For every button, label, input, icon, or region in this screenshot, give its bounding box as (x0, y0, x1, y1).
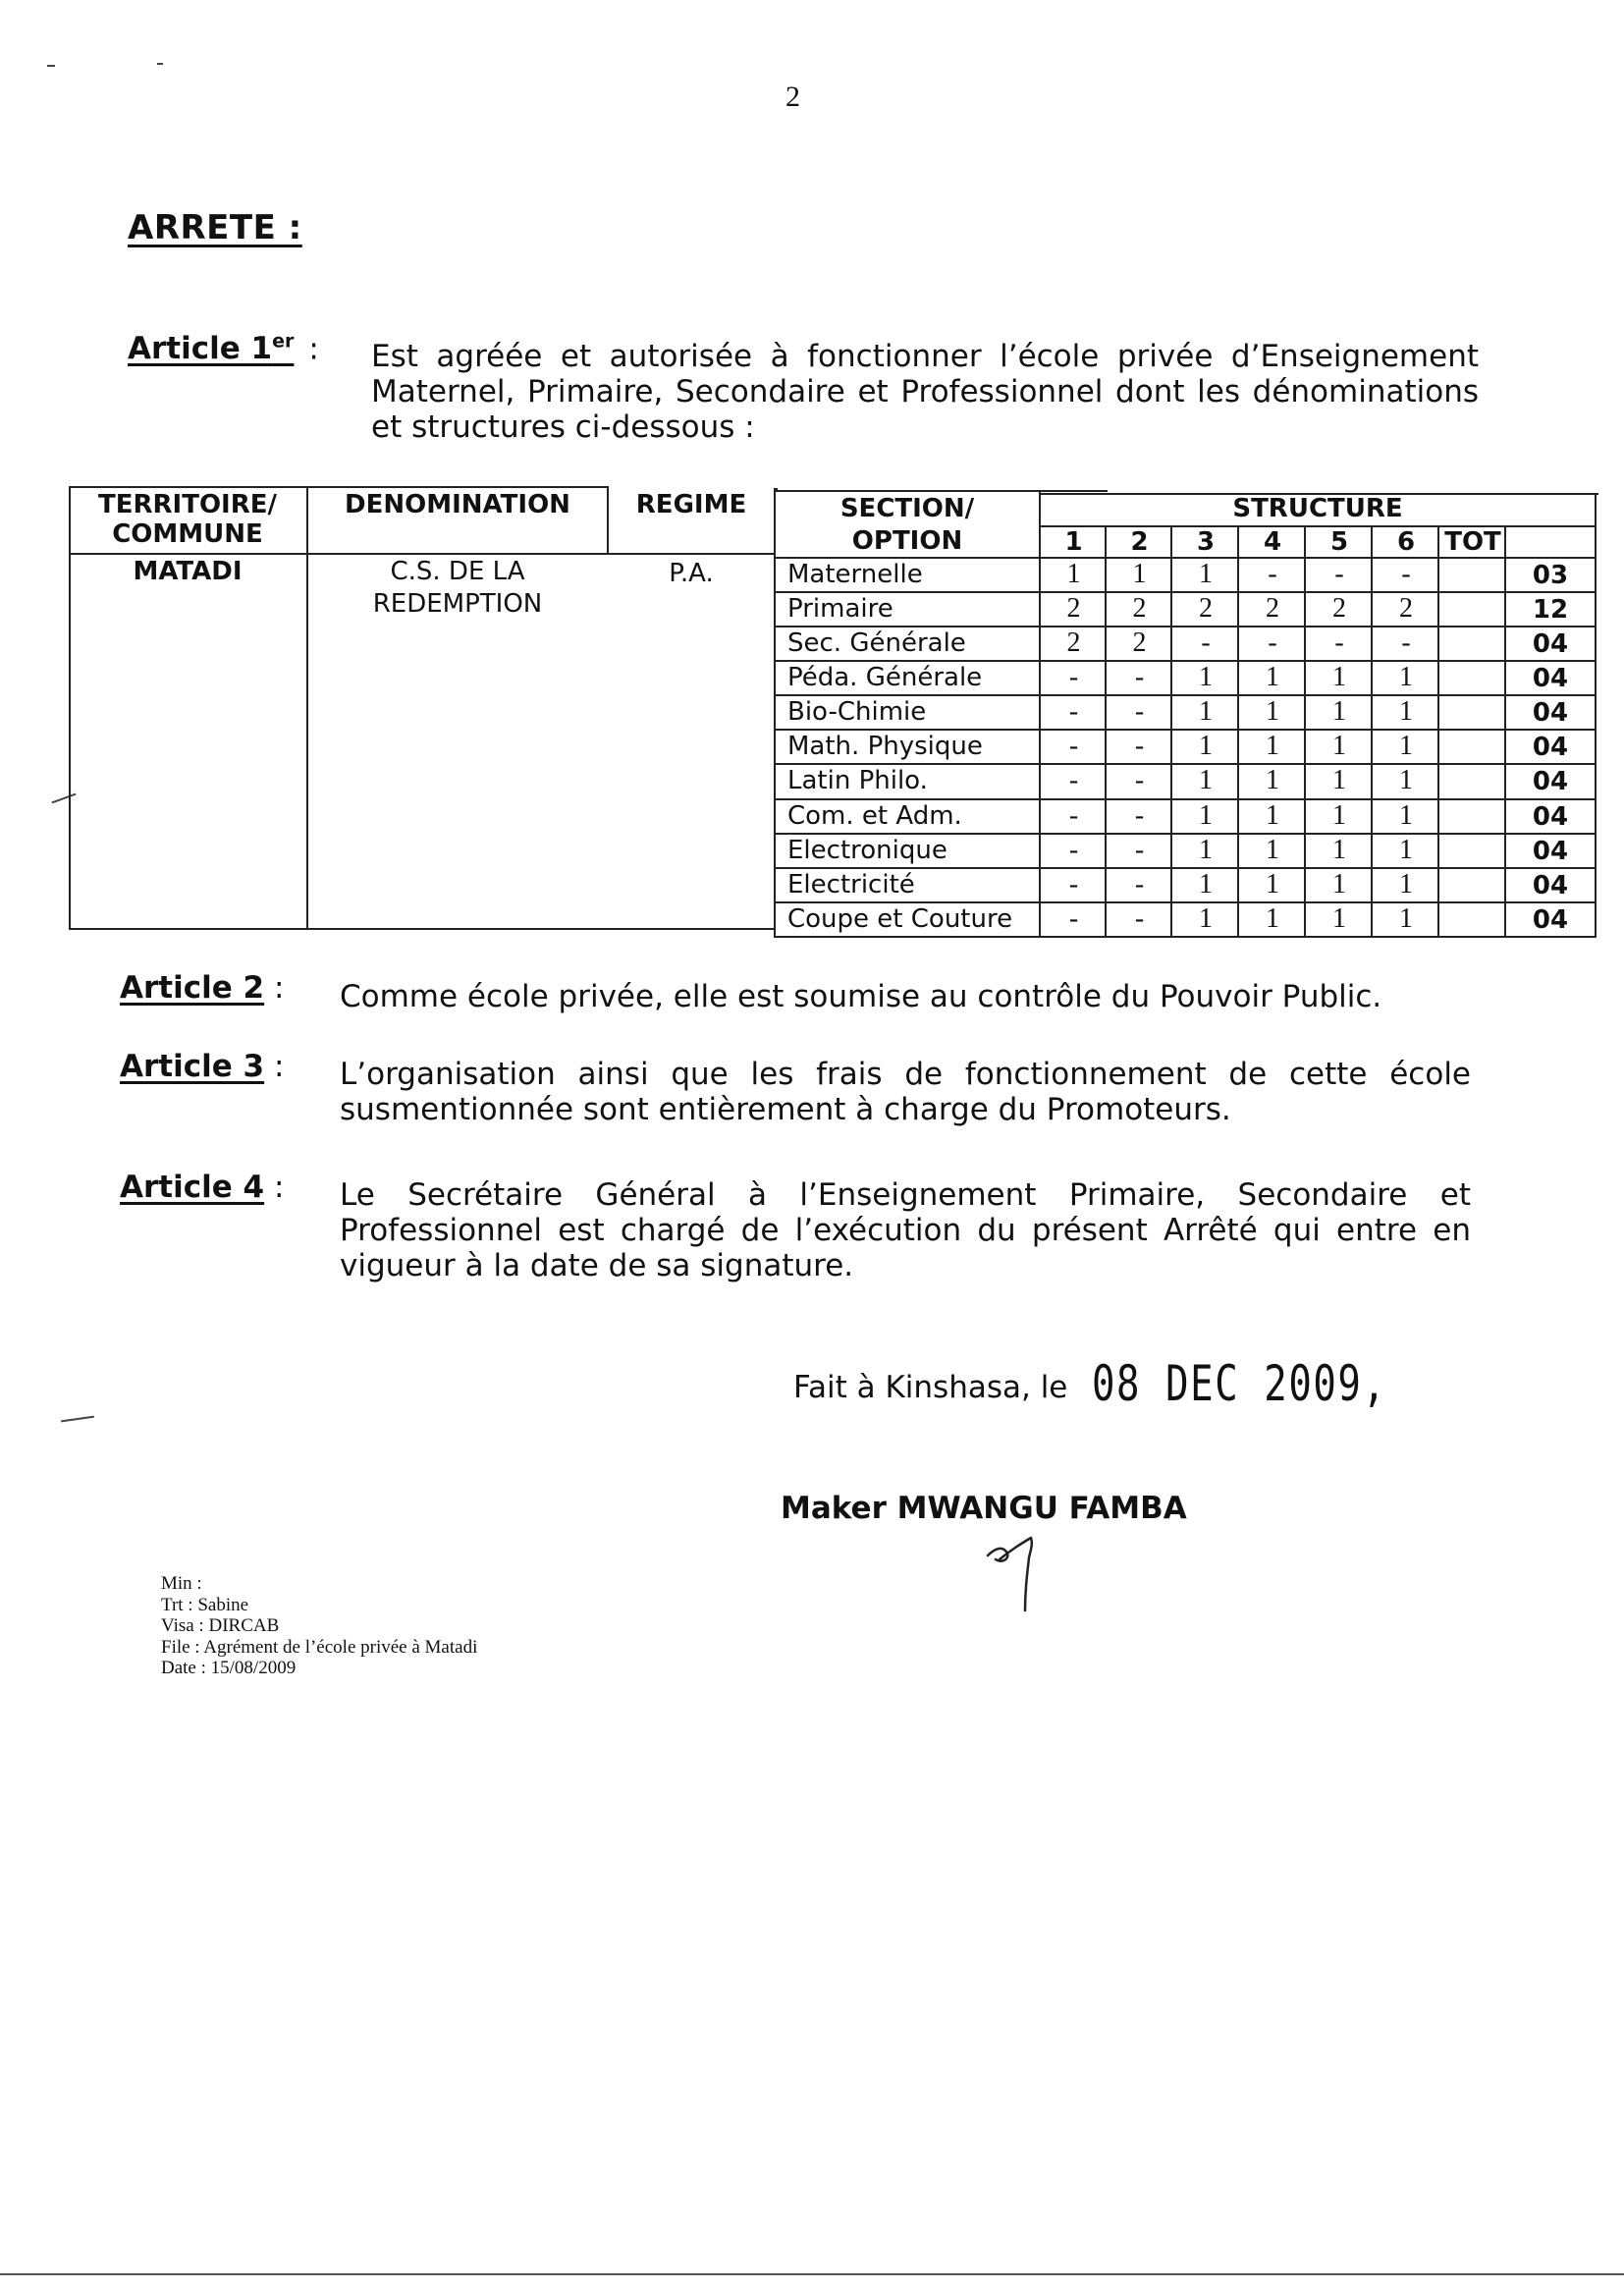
footer-key: Min : (161, 1573, 202, 1594)
article-2-text: Comme école privée, elle est soumise au contrôle du Pouvoir Public. (340, 979, 1382, 1014)
article-2-label: Article 2 : (120, 970, 285, 1006)
scan-speck (61, 1416, 94, 1423)
structure-value: 1 (1266, 765, 1279, 795)
footer-value: DIRCAB (208, 1615, 280, 1636)
structure-value: - (1068, 869, 1079, 900)
structure-value: - (1201, 627, 1211, 658)
article-1-label: Article 1er : (128, 331, 319, 367)
structure-value: 1 (1199, 559, 1213, 589)
page-number: 2 (785, 81, 800, 113)
option-name: Coupe et Couture (787, 904, 1013, 934)
structure-value: - (1268, 559, 1277, 589)
denomination-value: C.S. DE LA REDEMPTION (372, 557, 543, 619)
option-name: Péda. Générale (787, 663, 983, 692)
scan-speck (47, 65, 55, 67)
structure-value: - (1401, 559, 1411, 589)
structure-value: 1 (1199, 662, 1213, 692)
structure-table (69, 486, 1569, 938)
structure-value: - (1134, 696, 1145, 727)
structure-column-header: 6 (1396, 527, 1416, 557)
structure-value: 1 (1266, 835, 1279, 865)
structure-value: - (1134, 835, 1145, 865)
structure-value: 2 (1332, 593, 1346, 624)
document-footer (161, 1573, 477, 1679)
structure-value: - (1334, 559, 1344, 589)
structure-value: 1 (1399, 903, 1413, 934)
footer-key: File : (161, 1636, 200, 1658)
structure-total: 04 (1532, 837, 1569, 866)
structure-value: 1 (1399, 765, 1413, 795)
structure-total: 04 (1532, 664, 1569, 693)
structure-value: 1 (1199, 903, 1213, 934)
structure-value: 2 (1199, 593, 1213, 624)
document-heading: ARRETE : (128, 208, 302, 247)
structure-value: 1 (1332, 662, 1346, 692)
structure-value: 1 (1332, 696, 1346, 727)
option-name: Primaire (787, 594, 893, 624)
structure-value: - (1401, 627, 1411, 658)
option-name: Sec. Générale (787, 628, 966, 658)
option-name: Math. Physique (787, 732, 983, 761)
structure-value: 1 (1266, 731, 1279, 761)
structure-total: 04 (1532, 733, 1569, 762)
structure-column-header: 5 (1329, 527, 1349, 557)
structure-value: 1 (1332, 731, 1346, 761)
structure-value: 1 (1199, 800, 1213, 831)
structure-total: 03 (1532, 561, 1569, 590)
structure-value: 2 (1132, 593, 1147, 624)
footer-value: 15/08/2009 (210, 1658, 297, 1678)
structure-value: 2 (1399, 593, 1413, 624)
structure-value: 1 (1199, 765, 1213, 795)
footer-line (161, 1637, 477, 1659)
signer-name: Maker MWANGU FAMBA (781, 1491, 1187, 1526)
structure-value: 1 (1266, 869, 1279, 900)
structure-value: - (1068, 800, 1079, 831)
footer-line (161, 1658, 477, 1679)
structure-value: 1 (1399, 731, 1413, 761)
structure-value: 1 (1266, 903, 1279, 934)
structure-value: - (1068, 731, 1079, 761)
header-regime: REGIME (635, 490, 747, 519)
place-of-signature: Fait à Kinshasa, le (793, 1370, 1068, 1405)
option-name: Electronique (787, 836, 947, 865)
footer-line (161, 1595, 477, 1616)
structure-total: 04 (1532, 802, 1569, 832)
structure-value: 1 (1332, 869, 1346, 900)
footer-key: Trt : (161, 1594, 193, 1615)
handwritten-signature (982, 1520, 1060, 1618)
footer-line (161, 1615, 477, 1637)
structure-total: 04 (1532, 871, 1569, 900)
regime-value: P.A. (669, 559, 714, 588)
structure-value: 1 (1399, 869, 1413, 900)
structure-column-header: 4 (1263, 527, 1282, 557)
territoire-value: MATADI (133, 557, 243, 586)
structure-value: - (1134, 800, 1145, 831)
structure-column-header: TOT (1444, 527, 1501, 557)
structure-value: 1 (1399, 835, 1413, 865)
footer-line (161, 1573, 477, 1595)
structure-value: 1 (1399, 662, 1413, 692)
structure-value: 1 (1066, 559, 1081, 589)
header-section-option: SECTION/ OPTION (839, 494, 975, 556)
structure-value: 1 (1199, 835, 1213, 865)
structure-value: - (1068, 835, 1079, 865)
structure-value: 1 (1199, 869, 1213, 900)
structure-value: - (1334, 627, 1344, 658)
structure-column-header: 1 (1064, 527, 1083, 557)
bottom-rule (0, 2273, 1624, 2275)
footer-key: Visa : (161, 1615, 204, 1636)
structure-value: 2 (1132, 627, 1147, 658)
structure-value: - (1134, 731, 1145, 761)
structure-value: - (1134, 662, 1145, 692)
structure-value: 1 (1266, 800, 1279, 831)
scan-speck (157, 63, 163, 65)
structure-value: 2 (1066, 593, 1081, 624)
structure-value: 2 (1266, 593, 1279, 624)
structure-value: 2 (1066, 627, 1081, 658)
structure-value: - (1068, 662, 1079, 692)
footer-value: Agrément de l’école privée à Matadi (203, 1636, 478, 1658)
structure-value: 1 (1399, 696, 1413, 727)
structure-value: 1 (1199, 731, 1213, 761)
article-3-label: Article 3 : (120, 1049, 285, 1084)
article-4-text: Le Secrétaire Général à l’Enseignement Primaire, Secondaire et Professionnel est chargé de l’exécution du présent Arrêté qui entre en vigueur à la date de sa signature. (340, 1177, 1471, 1283)
structure-column-header: 3 (1196, 527, 1216, 557)
structure-value: - (1134, 765, 1145, 795)
article-4-label: Article 4 : (120, 1170, 285, 1205)
footer-key: Date : (161, 1658, 206, 1678)
structure-value: - (1268, 627, 1277, 658)
header-denomination: DENOMINATION (345, 490, 570, 519)
structure-total: 04 (1532, 905, 1569, 935)
structure-value: - (1068, 765, 1079, 795)
option-name: Latin Philo. (787, 766, 928, 795)
option-name: Electricité (787, 870, 915, 900)
article-1-text: Est agréée et autorisée à fonctionner l’école privée d’Enseignement Maternel, Primaire, Secondaire et Professionnel dont les dénominations et structures ci-dessous : (371, 339, 1479, 445)
structure-column-header: 2 (1130, 527, 1149, 557)
structure-value: 1 (1266, 696, 1279, 727)
structure-value: 1 (1399, 800, 1413, 831)
option-name: Com. et Adm. (787, 801, 962, 831)
structure-value: 1 (1332, 835, 1346, 865)
footer-value: Sabine (197, 1594, 249, 1615)
structure-total: 04 (1532, 767, 1569, 796)
date-stamp: 08 DEC 2009, (1092, 1355, 1387, 1412)
structure-value: 1 (1332, 903, 1346, 934)
structure-value: - (1068, 903, 1079, 934)
structure-value: 1 (1266, 662, 1279, 692)
structure-total: 04 (1532, 629, 1569, 659)
article-3-text: L’organisation ainsi que les frais de fonctionnement de cette école susmentionnée sont entièrement à charge du Promoteurs. (340, 1057, 1471, 1127)
structure-value: 1 (1199, 696, 1213, 727)
structure-value: 1 (1132, 559, 1147, 589)
structure-total: 04 (1532, 698, 1569, 728)
option-name: Maternelle (787, 560, 923, 589)
structure-value: - (1068, 696, 1079, 727)
header-territoire: TERRITOIRE/ COMMUNE (98, 490, 277, 549)
structure-value: - (1134, 869, 1145, 900)
header-structure: STRUCTURE (1232, 494, 1403, 523)
option-name: Bio-Chimie (787, 697, 927, 727)
structure-value: - (1134, 903, 1145, 934)
structure-value: 1 (1332, 800, 1346, 831)
structure-total: 12 (1532, 595, 1569, 625)
structure-value: 1 (1332, 765, 1346, 795)
